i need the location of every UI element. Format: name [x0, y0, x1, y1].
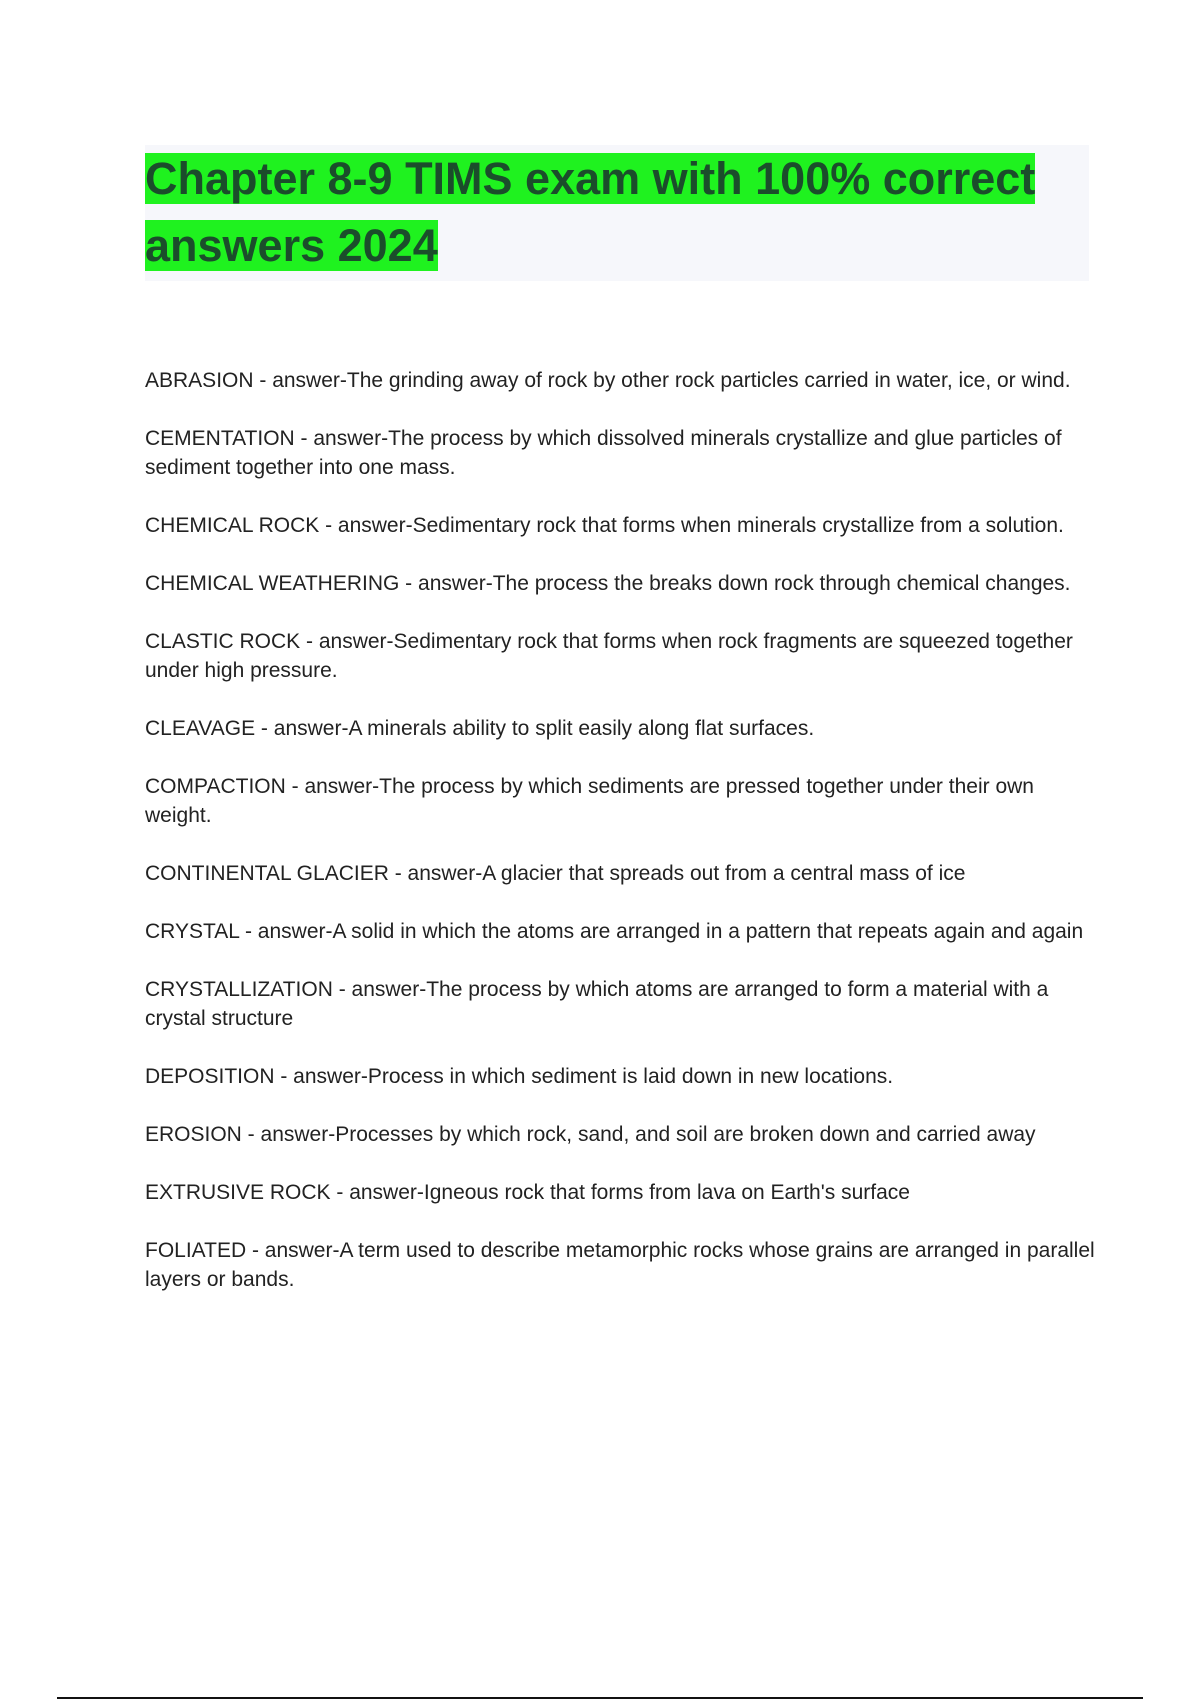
entry-cleavage: CLEAVAGE - answer-A minerals ability to split easily along flat surfaces. [145, 717, 815, 740]
entry-cementation: CEMENTATION - answer-The process by which dissolved minerals crystallize and glue particles of sediment together into one mass. [145, 427, 1062, 479]
entry-continental-glacier: CONTINENTAL GLACIER - answer-A glacier that spreads out from a central mass of ice [145, 862, 966, 885]
entry-abrasion: ABRASION - answer-The grinding away of rock by other rock particles carried in water, ice, or wind. [145, 369, 1071, 392]
footer-rule [57, 1697, 1143, 1699]
document-title [145, 145, 1089, 279]
document-title-text: Chapter 8-9 TIMS exam with 100% correct answers 2024 [145, 153, 1036, 271]
entry-list [145, 366, 1095, 1323]
entry-extrusive-rock: EXTRUSIVE ROCK - answer-Igneous rock that forms from lava on Earth's surface [145, 1181, 910, 1204]
entry-clastic-rock: CLASTIC ROCK - answer-Sedimentary rock that forms when rock fragments are squeezed together under high pressure. [145, 630, 1073, 682]
entry-deposition: DEPOSITION - answer-Process in which sediment is laid down in new locations. [145, 1065, 894, 1088]
entry-erosion: EROSION - answer-Processes by which rock, sand, and soil are broken down and carried away [145, 1123, 1036, 1146]
entry-chemical-weathering: CHEMICAL WEATHERING - answer-The process the breaks down rock through chemical changes. [145, 572, 1071, 595]
entry-chemical-rock: CHEMICAL ROCK - answer-Sedimentary rock that forms when minerals crystallize from a solution. [145, 514, 1064, 537]
entry-crystallization: CRYSTALLIZATION - answer-The process by which atoms are arranged to form a material with a crystal structure [145, 978, 1049, 1030]
title-box [145, 145, 1089, 281]
entry-compaction: COMPACTION - answer-The process by which sediments are pressed together under their own weight. [145, 775, 1034, 827]
entry-crystal: CRYSTAL - answer-A solid in which the atoms are arranged in a pattern that repeats again and again [145, 920, 1084, 943]
entry-foliated: FOLIATED - answer-A term used to describe metamorphic rocks whose grains are arranged in parallel layers or bands. [145, 1239, 1095, 1291]
